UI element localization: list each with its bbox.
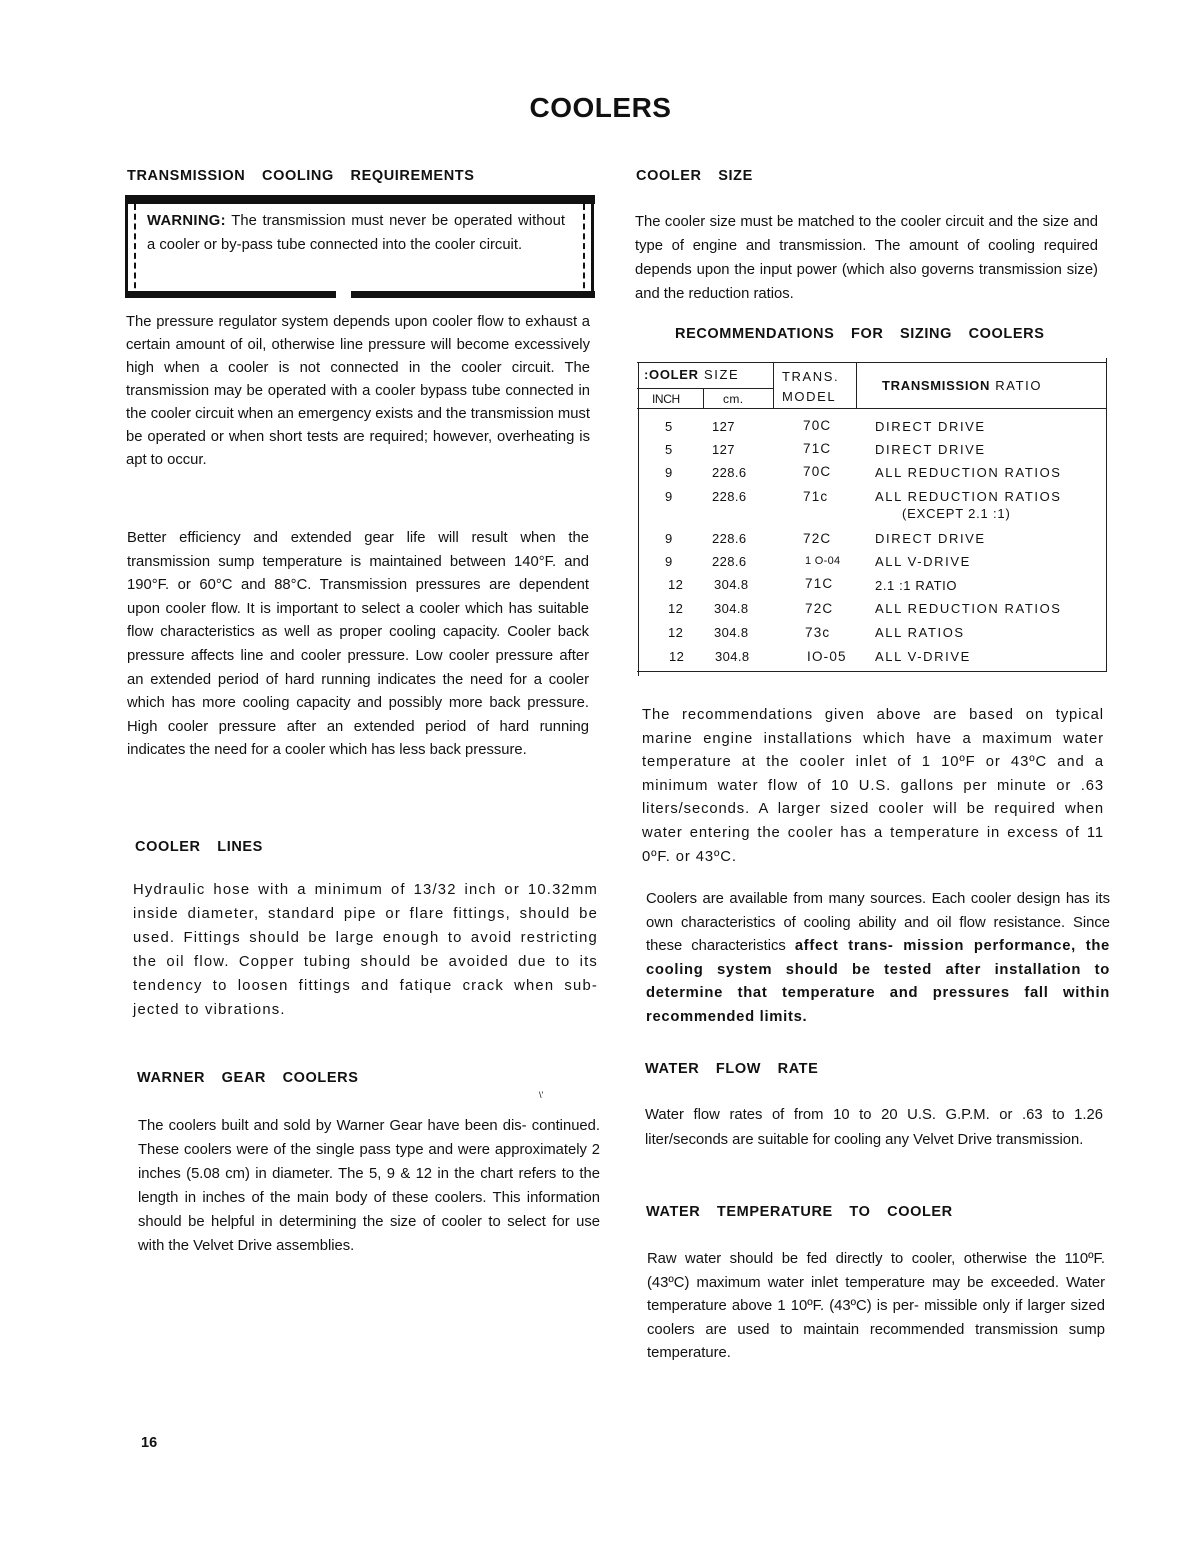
paragraph-better-efficiency: Better efficiency and extended gear life will result when the transmission sump temperature is maintained between 140°F. and 190°F. or 60°C and 88°C. Transmission pressures are dependent upon cooler flow. It is important to select a cooler which has suitable flow characteristics as well as proper cooling capacity. Cooler back pressure affects line and cooler pressure. Low cooler pressure after an extended period of hard running indicates the need for a cooler which has more cooling capacity and possibly more back pressure. High cooler pressure after an extended period of hard running indicates the need for a cooler which has less back pressure. [127, 530, 589, 759]
cell-ratio: ALL REDUCTION RATIOS [875, 465, 1062, 480]
paragraph-cooler-size: The cooler size must be matched to the cooler circuit and the size and type of engine and transmission. The amount of cooling required depends upon the input power (which also governs transmission size) and the reduction ratios. [635, 214, 1098, 302]
page-number: 16 [141, 1435, 158, 1451]
cell-model: 70C [803, 418, 832, 433]
paragraph-water-temperature: Raw water should be fed directly to cooler, otherwise the 110ºF. (43ºC) maximum water inlet temperature may be exceeded. Water temperature above 1 10ºF. (43ºC) is per- missible only if larger sized coolers are used to maintain recommended transmission sump temperature. [647, 1251, 1105, 1362]
cell-ratio: ALL REDUCTION RATIOS [875, 601, 1062, 616]
paragraph-cooler-sources-plain: Coolers are available from many sources. Each cooler design has its own characteristics of cooling ability and oil flow resistance. Since these characteristics [646, 891, 1110, 954]
cell-cm: 228.6 [712, 489, 747, 504]
cell-cm: 304.8 [714, 625, 749, 640]
cell-ratio-note: (EXCEPT 2.1 :1) [902, 506, 1011, 521]
paragraph-water-flow-rate: Water flow rates of from 10 to 20 U.S. G.P.M. or .63 to 1.26 liter/seconds are suitable for cooling any Velvet Drive transmission. [645, 1107, 1103, 1148]
cell-ratio: ALL V-DRIVE [875, 554, 971, 569]
cell-inch: 9 [665, 554, 673, 569]
table-rule [637, 408, 1107, 409]
table-header-cm: cm. [723, 392, 744, 406]
warning-box-bottom-border [351, 291, 595, 298]
cell-inch: 12 [669, 649, 685, 664]
heading-transmission-cooling: TRANSMISSION COOLING REQUIREMENTS [127, 168, 475, 184]
table-header-size-label: SIZE [703, 367, 740, 382]
cell-cm: 127 [712, 442, 735, 457]
cooler-sizing-table [637, 362, 1107, 672]
warning-box-top-border [125, 195, 595, 204]
cell-inch: 5 [665, 442, 673, 457]
warning-label: WARNING: [147, 213, 226, 229]
heading-water-flow-rate: WATER FLOW RATE [645, 1061, 819, 1077]
table-rule [773, 362, 774, 408]
paragraph-pressure-regulator: The pressure regulator system depends upon cooler flow to exhaust a certain amount of oil, otherwise line pressure will become excessively high when a cooler is not connected in the cooler circuit. The transmission may be operated with a cooler bypass tube connected in the cooler circuit when an emergency exists and the transmission must be operated or when short tests are required; however, overheating is apt to occur. [126, 314, 590, 468]
table-rule [637, 362, 1107, 363]
warning-box-bottom-border [125, 291, 336, 298]
cell-model: 72C [803, 531, 832, 546]
cell-model: 71C [803, 441, 832, 456]
table-header-cooler-label: :OOLER [644, 367, 699, 382]
page-title: COOLERS [529, 92, 672, 123]
cell-ratio: DIRECT DRIVE [875, 419, 986, 434]
cell-cm: 127 [712, 419, 735, 434]
warning-box-left-border [125, 204, 136, 298]
cell-inch: 9 [665, 465, 673, 480]
heading-cooler-size: COOLER SIZE [636, 168, 753, 184]
cell-inch: 12 [668, 577, 684, 592]
cell-model: 73c [805, 625, 831, 640]
cell-ratio: 2.1 :1 RATIO [875, 578, 958, 593]
cell-model: 72C [805, 601, 834, 616]
cell-inch: 12 [668, 601, 684, 616]
cell-inch: 9 [665, 531, 673, 546]
table-rule [638, 362, 639, 676]
cell-model: 71c [803, 489, 829, 504]
heading-warner-gear-coolers: WARNER GEAR COOLERS [137, 1070, 359, 1086]
paragraph-cooler-sources [646, 888, 1110, 1029]
paragraph-cooler-sources-bold: affect trans- mission performance, the cooling system should be tested after installation to determine that temperature and pressures fall within recommended limits. [646, 938, 1110, 1025]
warning-body: The transmission must never be operated without a cooler or by-pass tube connected into the cooler circuit. [147, 213, 565, 253]
cell-ratio: DIRECT DRIVE [875, 531, 986, 546]
cell-inch: 12 [668, 625, 684, 640]
table-rule [703, 389, 704, 408]
paragraph-recommendations: The recommendations given above are based on typical marine engine installations which have a maximum water temperature at the cooler inlet of 1 10ºF or 43ºC and a minimum water flow of 10 U.S. gallons per minute or .63 liters/seconds. A larger sized cooler will be required when water entering the cooler has a temperature in excess of 11 0ºF. or 43ºC. [642, 707, 1104, 865]
heading-water-temperature: WATER TEMPERATURE TO COOLER [646, 1204, 953, 1220]
table-header-ratio [882, 378, 1042, 393]
cell-cm: 228.6 [712, 531, 747, 546]
cell-ratio: DIRECT DRIVE [875, 442, 986, 457]
table-header-cooler-size [644, 367, 739, 382]
cell-cm: 304.8 [715, 649, 750, 664]
cell-model: 70C [803, 464, 832, 479]
paragraph-warner-gear: The coolers built and sold by Warner Gear have been dis- continued. These coolers were of the single pass type and were approximately 2 inches (5.08 cm) in diameter. The 5, 9 & 12 in the chart refers to the length in inches of the main body of these coolers. This information should be helpful in determining the size of cooler to select for use with the Velvet Drive assemblies. [138, 1118, 600, 1254]
warning-text [147, 209, 565, 257]
cell-cm: 304.8 [714, 601, 749, 616]
cell-cm: 304.8 [714, 577, 749, 592]
table-header-transmission-label: TRANSMISSION [882, 378, 991, 393]
table-rule [637, 388, 773, 389]
table-header-inch: INCH [652, 392, 680, 406]
cell-ratio: ALL RATIOS [875, 625, 965, 640]
cell-cm: 228.6 [712, 465, 747, 480]
cell-ratio: ALL V-DRIVE [875, 649, 971, 664]
cell-inch: 5 [665, 419, 673, 434]
table-caption: RECOMMENDATIONS FOR SIZING COOLERS [675, 326, 1045, 342]
cell-model: IO-05 [807, 649, 847, 664]
heading-cooler-lines: COOLER LINES [135, 839, 263, 855]
table-header-ratio-label: RATIO [995, 378, 1043, 393]
paragraph-cooler-lines: Hydraulic hose with a minimum of 13/32 inch or 10.32mm inside diameter, standard pipe or flare fittings, should be used. Fittings should be large enough to avoid restricting the oil flow. Copper tubing should be avoided due to its tendency to loosen fittings and fatique crack when sub- jected to vibrations. [133, 882, 598, 1018]
table-header-model: MODEL [782, 389, 837, 404]
cell-ratio: ALL REDUCTION RATIOS [875, 489, 1062, 504]
table-header-trans: TRANS. [782, 369, 840, 384]
stray-mark: \' [539, 1090, 544, 1100]
cell-cm: 228.6 [712, 554, 747, 569]
warning-box-right-border [583, 204, 594, 298]
cell-inch: 9 [665, 489, 673, 504]
table-rule [637, 671, 1107, 672]
cell-model: 1 O-04 [805, 555, 841, 567]
table-rule [856, 362, 857, 408]
cell-model: 71C [805, 576, 834, 591]
table-rule [1106, 358, 1107, 672]
